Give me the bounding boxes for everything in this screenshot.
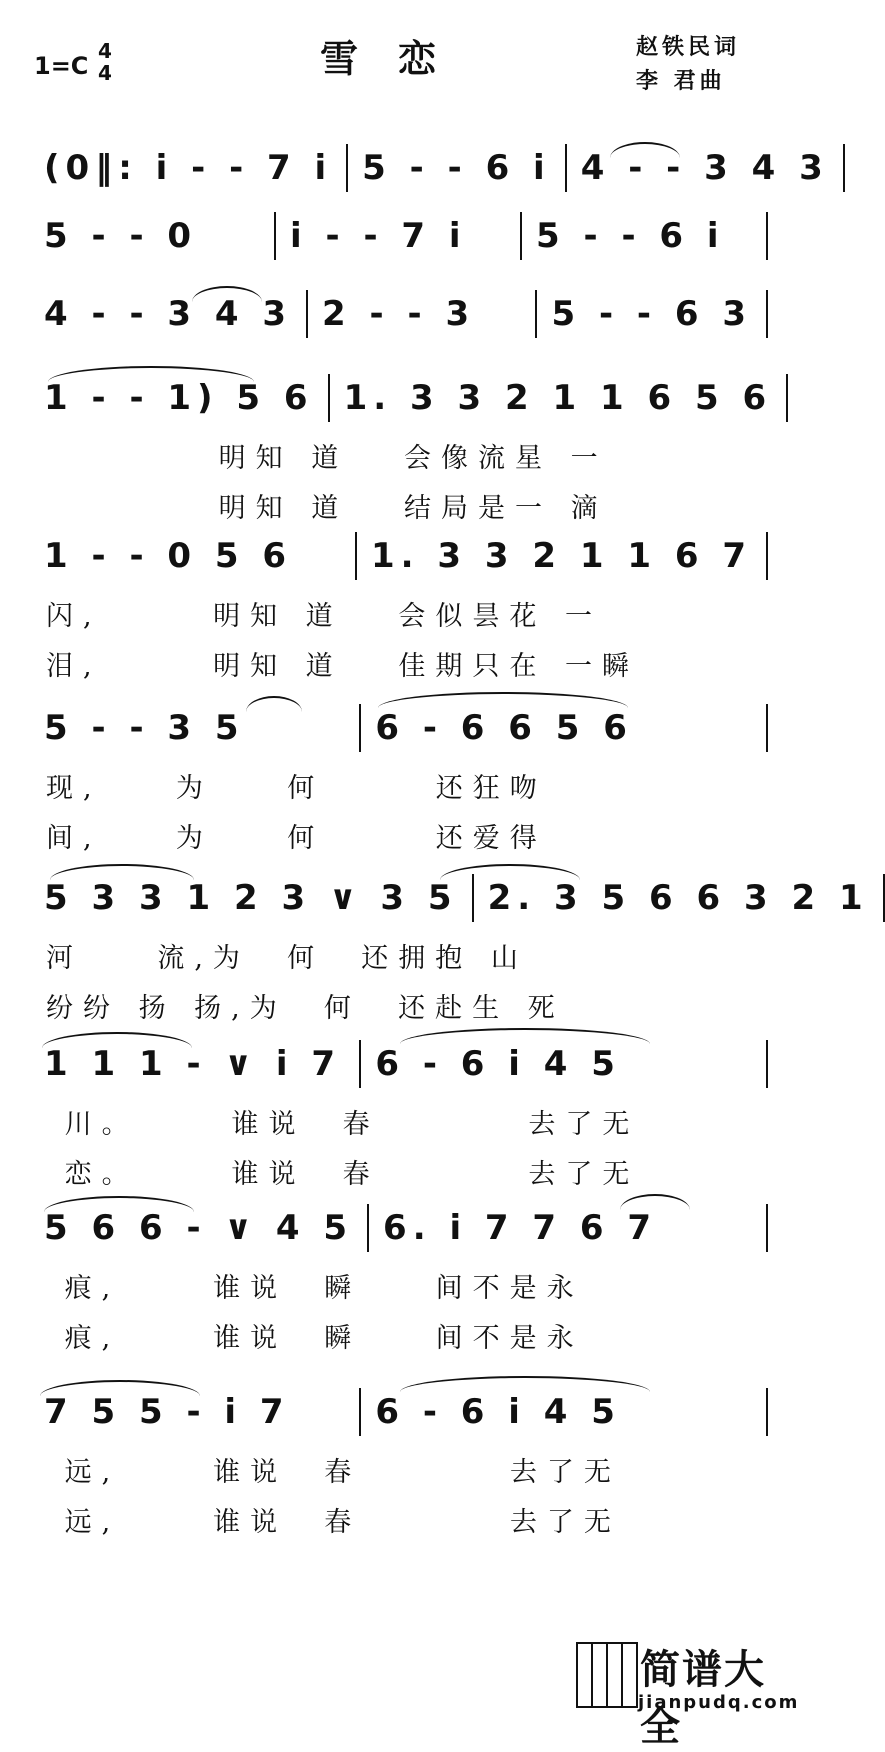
lyric-line-1: 河 流,为 何 还拥抱 山 bbox=[46, 943, 528, 974]
measure-group bbox=[40, 208, 768, 264]
lyric-line-2: 远, 谁说 春 去了无 bbox=[46, 1507, 621, 1538]
notes: 5 - - 6 3 bbox=[551, 294, 752, 334]
measure bbox=[40, 144, 348, 192]
song-title: 雪恋 bbox=[320, 36, 477, 81]
measure bbox=[522, 212, 768, 260]
time-signature bbox=[98, 40, 112, 84]
notes: 5 6 6 - ∨ 4 5 bbox=[44, 1208, 354, 1248]
notes: 6 - 6 i 4 5 bbox=[375, 1392, 621, 1432]
measure bbox=[361, 1388, 768, 1436]
measure bbox=[369, 1204, 768, 1252]
measure bbox=[308, 290, 537, 338]
measure bbox=[40, 532, 357, 580]
watermark-url: jianpudq.com bbox=[638, 1692, 800, 1713]
score-row bbox=[0, 700, 798, 854]
measure-group bbox=[40, 1200, 768, 1256]
notes: 4 - - 3 4 3 bbox=[580, 148, 829, 188]
notes: 1. 3 3 2 1 1 6 5 6 bbox=[343, 378, 773, 418]
measure-group bbox=[40, 286, 768, 342]
measure bbox=[40, 1040, 361, 1088]
composer-credit: 李 君曲 bbox=[636, 68, 726, 94]
measure bbox=[357, 532, 768, 580]
lyric-line-2: 间, 为 何 还爱得 bbox=[46, 823, 547, 854]
score-row bbox=[0, 1384, 798, 1538]
lyric-line-2: 泪, 明知 道 佳期只在 一瞬 bbox=[46, 651, 639, 682]
measure-group bbox=[40, 700, 768, 756]
notes: 1 - - 0 5 6 bbox=[44, 536, 293, 576]
notes: 7 5 5 - i 7 bbox=[44, 1392, 290, 1432]
measure bbox=[276, 212, 522, 260]
measure-group bbox=[40, 1036, 768, 1092]
lyric-line-1: 远, 谁说 春 去了无 bbox=[46, 1457, 621, 1488]
notes: (0‖: i - - 7 i bbox=[44, 148, 333, 188]
watermark-brand: 简谱大全 bbox=[640, 1647, 766, 1750]
measure bbox=[537, 290, 768, 338]
measure bbox=[348, 144, 567, 192]
measure-group bbox=[40, 870, 869, 926]
notes: 1. 3 3 2 1 1 6 7 bbox=[370, 536, 752, 576]
score-row bbox=[0, 528, 798, 682]
notes: 2 - - 3 bbox=[322, 294, 476, 334]
lyric-line-1: 明知 道 会像流星 一 bbox=[70, 443, 608, 474]
notes: 1 - - 1) 5 6 bbox=[44, 378, 314, 418]
score-row bbox=[0, 1036, 798, 1190]
time-signature-top: 4 bbox=[98, 39, 112, 63]
measure bbox=[567, 144, 845, 192]
measure bbox=[40, 704, 361, 752]
notes: 5 - - 6 i bbox=[362, 148, 551, 188]
lyricist-credit: 赵铁民词 bbox=[636, 34, 741, 60]
lyric-line-1: 川。 谁说 春 去了无 bbox=[46, 1109, 640, 1140]
measure bbox=[40, 374, 330, 422]
measure bbox=[40, 874, 474, 922]
notes: 4 - - 3 4 3 bbox=[44, 294, 293, 334]
notes: 6 - 6 6 5 6 bbox=[375, 708, 633, 748]
score-row bbox=[0, 370, 798, 524]
score-row bbox=[0, 1200, 798, 1354]
lyric-line-2: 明知 道 结局是一 滴 bbox=[70, 493, 608, 524]
measure bbox=[40, 212, 276, 260]
measure-group bbox=[40, 528, 768, 584]
notes: 5 - - 0 bbox=[44, 216, 198, 256]
notes: 5 - - 3 5 bbox=[44, 708, 245, 748]
piano-icon bbox=[576, 1642, 638, 1708]
measure bbox=[330, 374, 789, 422]
measure bbox=[40, 290, 308, 338]
score-row bbox=[0, 870, 869, 1024]
measure-group bbox=[40, 1384, 768, 1440]
lyric-line-1: 痕, 谁说 瞬 间不是永 bbox=[46, 1273, 584, 1304]
measure-group bbox=[40, 370, 773, 426]
time-signature-bottom: 4 bbox=[98, 61, 112, 85]
lyric-line-1: 现, 为 何 还狂吻 bbox=[46, 773, 547, 804]
measure bbox=[40, 1204, 369, 1252]
notes: 5 - - 6 i bbox=[536, 216, 725, 256]
site-watermark bbox=[576, 1636, 800, 1750]
lyric-line-2: 恋。 谁说 春 去了无 bbox=[46, 1159, 640, 1190]
notes: 5 3 3 1 2 3 ∨ 3 5 bbox=[44, 878, 458, 918]
key-signature: 1=C bbox=[34, 52, 89, 80]
lyric-line-2: 痕, 谁说 瞬 间不是永 bbox=[46, 1323, 584, 1354]
notes: 1 1 1 - ∨ i 7 bbox=[44, 1044, 342, 1084]
measure bbox=[361, 704, 768, 752]
lyric-line-1: 闪, 明知 道 会似昙花 一 bbox=[46, 601, 602, 632]
measure bbox=[474, 874, 885, 922]
measure bbox=[361, 1040, 768, 1088]
notes: 6. i 7 7 6 7 bbox=[383, 1208, 658, 1248]
notes: 2. 3 5 6 6 3 2 1 bbox=[487, 878, 869, 918]
lyric-line-2: 纷纷 扬 扬,为 何 还赴生 死 bbox=[46, 993, 565, 1024]
measure bbox=[40, 1388, 361, 1436]
notes: i - - 7 i bbox=[290, 216, 467, 256]
notes: 6 - 6 i 4 5 bbox=[375, 1044, 621, 1084]
